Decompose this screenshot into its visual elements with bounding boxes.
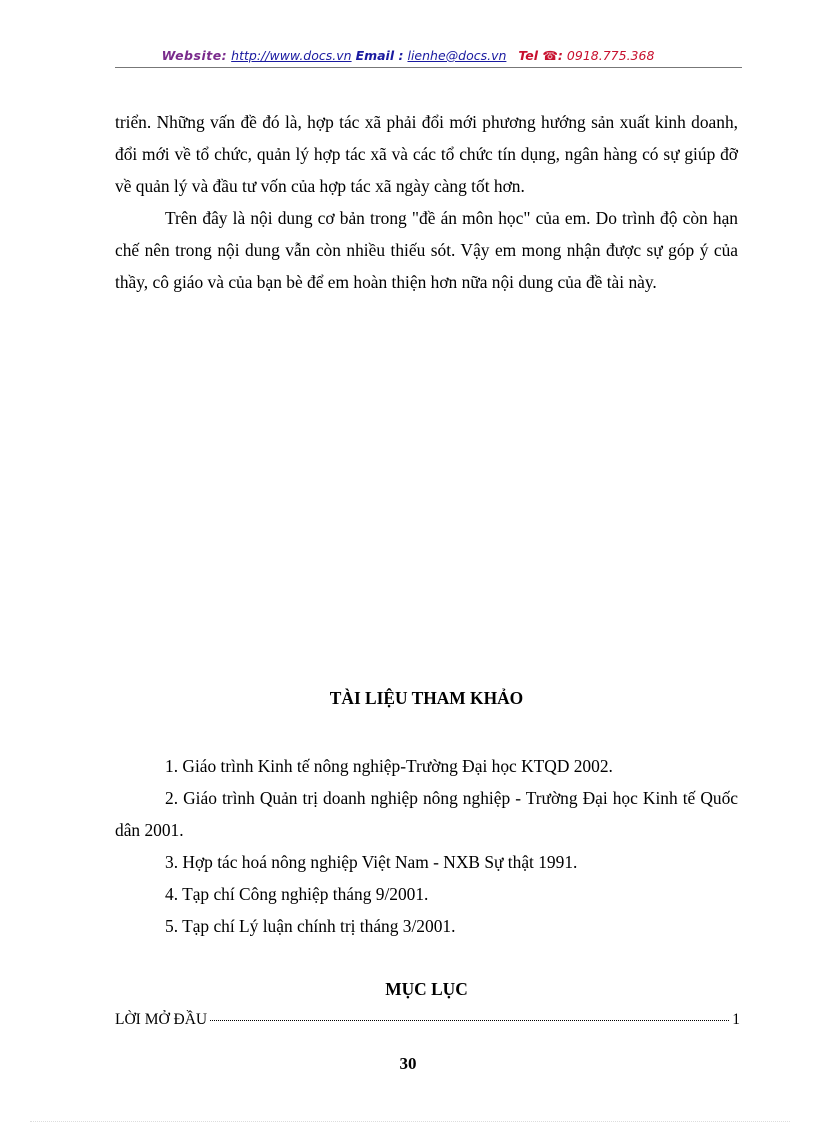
toc-title: MỤC LỤC [385, 979, 468, 999]
toc-entry[interactable] [115, 1011, 740, 1029]
reference-item: 5. Tạp chí Lý luận chính trị tháng 3/2001. [165, 916, 456, 936]
page-number: 30 [399, 1054, 417, 1073]
body-text [115, 106, 738, 298]
website-label: Website: [161, 48, 228, 63]
paragraph-2: Trên đây là nội dung cơ bản trong "đề án môn học" của em. Do trình độ còn hạn chế nên trong nội dung vẫn còn nhiều thiếu sót. Vậy em mong nhận được sự góp ý của thầy, cô giáo và của bạn bè để em hoàn thiện hơn nữa nội dung của đề tài này. [115, 208, 738, 292]
header-divider [115, 67, 742, 68]
reference-item: 4. Tạp chí Công nghiệp tháng 9/2001. [165, 884, 429, 904]
website-link[interactable]: http://www.docs.vn [231, 48, 352, 63]
toc-leader-dots [210, 1020, 729, 1021]
email-label: Email : [355, 48, 404, 63]
page-header [0, 48, 816, 63]
reference-item: 1. Giáo trình Kinh tế nông nghiệp-Trường Đại học KTQD 2002. [165, 756, 613, 776]
tel-label: Tel ☎: [518, 48, 563, 63]
footer-divider [30, 1121, 790, 1122]
reference-item: 2. Giáo trình Quản trị doanh nghiệp nông nghiệp - Trường Đại học Kinh tế Quốc dân 2001. [115, 788, 738, 840]
toc-entry-page: 1 [732, 1011, 740, 1028]
paragraph-1: triển. Những vấn đề đó là, hợp tác xã phải đổi mới phương hướng sản xuất kinh doanh, đổi mới về tổ chức, quản lý hợp tác xã và các tổ chức tín dụng, ngân hàng có sự giúp đỡ về quản lý và đầu tư vốn của hợp tác xã ngày càng tốt hơn. [115, 112, 738, 196]
toc-entry-label: LỜI MỞ ĐẦU [115, 1011, 208, 1028]
references-title: TÀI LIỆU THAM KHẢO [329, 688, 524, 708]
email-link[interactable]: lienhe@docs.vn [407, 48, 507, 63]
tel-number: 0918.775.368 [566, 48, 655, 63]
reference-item: 3. Hợp tác hoá nông nghiệp Việt Nam - NXB Sự thật 1991. [165, 852, 578, 872]
references-list [115, 750, 738, 942]
